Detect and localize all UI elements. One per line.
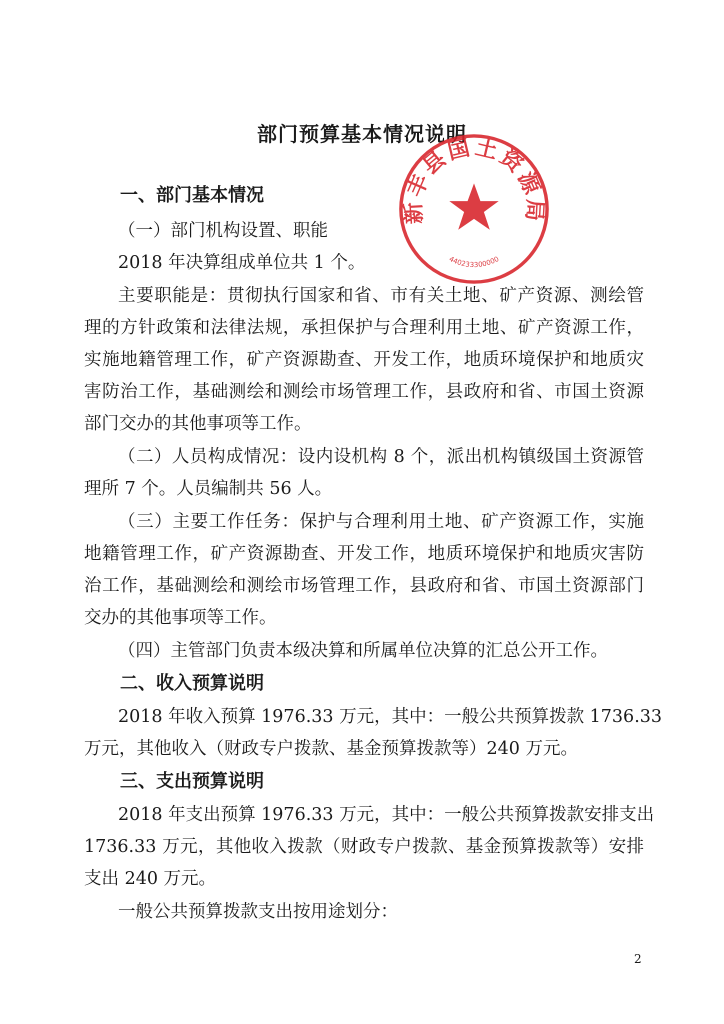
- expense-line: 1736.33 万元，其他收入拨款（财政专户拨款、基金预算拨款等）安排: [84, 837, 644, 857]
- duties-line: 害防治工作，基础测绘和测绘市场管理工作，县政府和省、市国土资源: [84, 382, 644, 402]
- income-line: 万元，其他收入（财政专户拨款、基金预算拨款等）240 万元。: [84, 739, 578, 759]
- unit-count: 2018 年决算组成单位共 1 个。: [118, 253, 366, 273]
- staff-line: （二）人员构成情况：设内设机构 8 个，派出机构镇级国土资源管: [118, 447, 644, 467]
- section3-heading: 三、支出预算说明: [120, 771, 264, 792]
- svg-text:440233300000: 440233300000: [447, 255, 501, 270]
- duties-line: 主要职能是：贯彻执行国家和省、市有关土地、矿产资源、测绘管: [118, 286, 644, 306]
- section1-heading: 一、部门基本情况: [120, 185, 264, 206]
- page-number: 2: [634, 952, 642, 966]
- duties-line: 实施地籍管理工作，矿产资源勘查、开发工作，地质环境保护和地质灾: [84, 350, 644, 370]
- staff-line: 理所 7 个。人员编制共 56 人。: [84, 479, 333, 499]
- duties-line: 理的方针政策和法律法规，承担保护与合理利用土地、矿产资源工作，: [84, 318, 644, 338]
- svg-text:新丰县国土资源局: 新丰县国土资源局: [401, 135, 547, 225]
- duties-line: 部门交办的其他事项等工作。: [84, 414, 312, 434]
- document-title: 部门预算基本情况说明: [257, 122, 467, 146]
- item4-text: （四）主管部门负责本级决算和所属单位决算的汇总公开工作。: [118, 641, 608, 661]
- sub1-heading: （一）部门机构设置、职能: [118, 221, 328, 241]
- income-line: 2018 年收入预算 1976.33 万元，其中：一般公共预算拨款 1736.33: [118, 707, 663, 727]
- tasks-line: 地籍管理工作，矿产资源勘查、开发工作，地质环境保护和地质灾害防: [84, 544, 644, 564]
- tasks-line: 交办的其他事项等工作。: [84, 608, 277, 628]
- tasks-line: 治工作，基础测绘和测绘市场管理工作，县政府和省、市国土资源部门: [84, 576, 644, 596]
- last-line: 一般公共预算拨款支出按用途划分：: [118, 902, 398, 922]
- tasks-line: （三）主要工作任务：保护与合理利用土地、矿产资源工作，实施: [118, 512, 644, 532]
- expense-line: 支出 240 万元。: [84, 869, 217, 889]
- expense-line: 2018 年支出预算 1976.33 万元，其中：一般公共预算拨款安排支出: [118, 805, 655, 825]
- section2-heading: 二、收入预算说明: [120, 673, 264, 694]
